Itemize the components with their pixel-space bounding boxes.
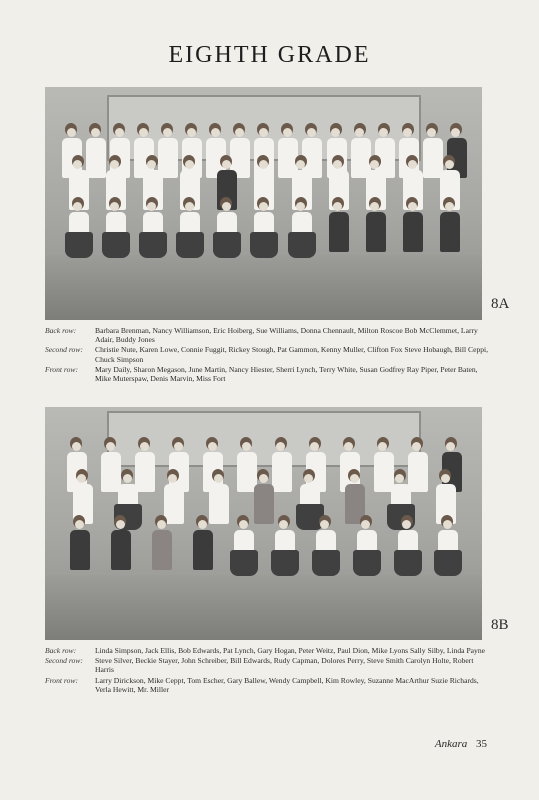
- row-names: Barbara Brenman, Nancy Williamson, Eric Hoiberg, Sue Williams, Donna Chennault, Milton Roscoe Bob McClemmet, Larry Adair, Buddy Jones: [95, 326, 478, 345]
- caption-8b: [45, 646, 490, 695]
- row-names: Steve Silver, Beckie Stayer, John Schreiber, Bill Edwards, Rudy Capman, Dolores Perry, Steve Smith Carolyn Holte, Robert Harris: [95, 656, 474, 675]
- row-label: Front row:: [45, 364, 78, 374]
- row-label: Second row:: [45, 345, 83, 355]
- row-names: Larry Dirickson, Mike Ceppt, Tom Escher, Gary Ballew, Wendy Campbell, Kim Rowley, Suzanne MacArthur Suzie Richards, Verla Hewitt, Mr. Miller: [95, 675, 479, 694]
- floor: [45, 255, 482, 320]
- row-label: Back row:: [45, 326, 77, 335]
- page-footer: [435, 738, 487, 750]
- section-label-8b: 8B: [491, 617, 509, 633]
- class-photo-8a: [45, 87, 482, 320]
- row-label: Second row:: [45, 656, 83, 666]
- page-title: EIGHTH GRADE: [168, 42, 371, 68]
- photo-row-front: [59, 197, 468, 252]
- caption-row: [45, 326, 490, 344]
- caption-8a: [45, 326, 490, 384]
- caption-row: [45, 365, 490, 383]
- caption-row: [45, 646, 490, 655]
- page-number: 35: [476, 738, 487, 750]
- floor: [45, 575, 482, 640]
- row-names: Christie Nute, Karen Lowe, Connie Fuggit, Rickey Stough, Pat Gammon, Kenny Muller, Clifton Fox Steve Hobaugh, Bill Ceppi, Chuck Simpson: [95, 345, 489, 364]
- caption-row: [45, 656, 490, 674]
- caption-row: [45, 345, 490, 363]
- row-names: Mary Daily, Sharon Megason, June Martin, Nancy Hiester, Sherri Lynch, Terry White, Susan Godfrey Ray Piper, Peter Baten, Mike Muterspaw, Denis Marvin, Miss Fort: [95, 364, 478, 384]
- row-label: Back row:: [45, 646, 77, 655]
- photo-row-front: [59, 515, 468, 570]
- section-label-8a: 8A: [491, 296, 510, 312]
- footer-yearbook-name: Ankara: [434, 738, 468, 750]
- caption-row: [45, 676, 490, 694]
- row-label: Front row:: [45, 675, 78, 685]
- row-names: Linda Simpson, Jack Ellis, Bob Edwards, Pat Lynch, Gary Hogan, Peter Weitz, Paul Dion, Mike Lyons Sally Silby, Linda Payne: [95, 646, 486, 655]
- class-photo-8b: [45, 407, 482, 640]
